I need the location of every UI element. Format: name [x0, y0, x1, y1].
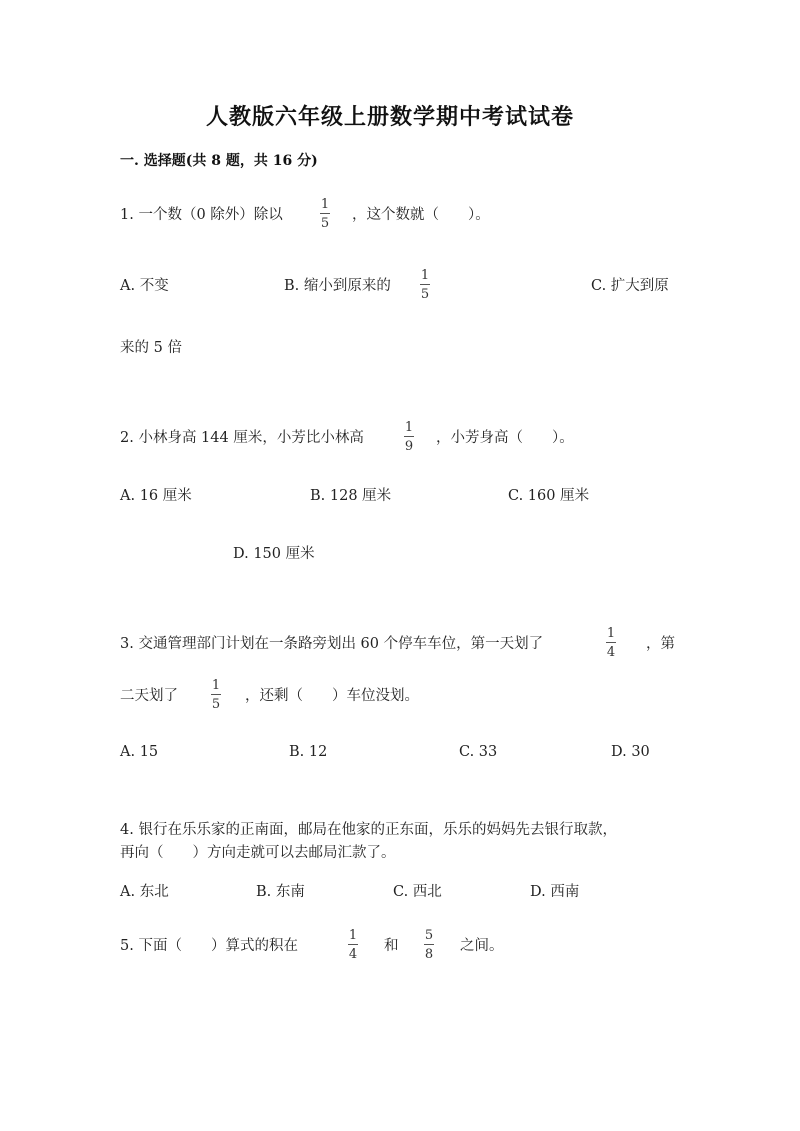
- q3-fraction-1-denominator: 4: [606, 645, 616, 660]
- q1-option-b-denominator: 5: [420, 287, 430, 302]
- fraction-bar: [348, 944, 358, 945]
- q3-fraction-1: [604, 627, 618, 659]
- q2-stem-after: ，小芳身高（ ）。: [436, 430, 574, 446]
- q4-option-d: D. 西南: [530, 884, 580, 900]
- q5-mid: 和: [384, 938, 399, 954]
- q3-option-a: A. 15: [120, 744, 159, 760]
- fraction-bar: [424, 944, 434, 945]
- q4-line1: 4. 银行在乐乐家的正南面，邮局在他家的正东面，乐乐的妈妈先去银行取款，: [120, 822, 617, 838]
- q5-fraction-2-denominator: 8: [424, 947, 434, 962]
- fraction-bar: [211, 694, 221, 695]
- q1-option-c-line2: 来的 5 倍: [120, 340, 182, 356]
- q4-line2: 再向（ ）方向走就可以去邮局汇款了。: [120, 845, 396, 861]
- q3-fraction-2-denominator: 5: [211, 697, 221, 712]
- section-heading: 一. 选择题(共 8 题，共 16 分): [120, 153, 318, 169]
- q2-fraction-denominator: 9: [404, 439, 414, 454]
- q1-option-a: A. 不变: [120, 278, 169, 294]
- q3-stem-mid: ，第: [646, 636, 675, 652]
- q5-fraction-2-numerator: 5: [424, 928, 434, 943]
- q3-option-c: C. 33: [459, 744, 498, 760]
- q5-stem-before: 5. 下面（ ）算式的积在: [120, 938, 298, 954]
- q2-fraction: [402, 421, 416, 453]
- q2-option-a: A. 16 厘米: [120, 488, 192, 504]
- q2-fraction-numerator: 1: [404, 420, 414, 435]
- q1-option-b-numerator: 1: [420, 268, 430, 283]
- q1-fraction: [318, 198, 332, 230]
- q3-option-b: B. 12: [289, 744, 328, 760]
- q2-stem-before: 2. 小林身高 144 厘米，小芳比小林高: [120, 430, 364, 446]
- q5-fraction-1-numerator: 1: [348, 928, 358, 943]
- q1-fraction-denominator: 5: [320, 216, 330, 231]
- q4-option-c: C. 西北: [393, 884, 442, 900]
- q1-fraction-numerator: 1: [320, 197, 330, 212]
- q1-option-c-line1: C. 扩大到原: [591, 278, 669, 294]
- q3-option-d: D. 30: [611, 744, 650, 760]
- q5-fraction-1: [346, 929, 360, 961]
- q1-option-b: B. 缩小到原来的: [284, 278, 391, 294]
- q3-fraction-2-numerator: 1: [211, 678, 221, 693]
- q1-option-b-fraction: [418, 269, 432, 301]
- q2-option-d: D. 150 厘米: [233, 546, 315, 562]
- fraction-bar: [320, 213, 330, 214]
- fraction-bar: [606, 642, 616, 643]
- q2-option-c: C. 160 厘米: [508, 488, 590, 504]
- q4-option-a: A. 东北: [120, 884, 169, 900]
- fraction-bar: [420, 284, 430, 285]
- q1-stem-before: 1. 一个数（0 除外）除以: [120, 207, 283, 223]
- q3-fraction-1-numerator: 1: [606, 626, 616, 641]
- q3-fraction-2: [209, 679, 223, 711]
- q5-stem-after: 之间。: [460, 938, 504, 954]
- q3-line2-after: ，还剩（ ）车位没划。: [245, 688, 419, 704]
- q1-stem-after: ，这个数就（ ）。: [352, 207, 490, 223]
- q5-fraction-1-denominator: 4: [348, 947, 358, 962]
- q2-option-b: B. 128 厘米: [310, 488, 392, 504]
- q3-line2-before: 二天划了: [120, 688, 178, 704]
- q5-fraction-2: [422, 929, 436, 961]
- q3-stem-before: 3. 交通管理部门计划在一条路旁划出 60 个停车车位，第一天划了: [120, 636, 544, 652]
- fraction-bar: [404, 436, 414, 437]
- q4-option-b: B. 东南: [256, 884, 305, 900]
- page-title: 人教版六年级上册数学期中考试试卷: [206, 104, 575, 130]
